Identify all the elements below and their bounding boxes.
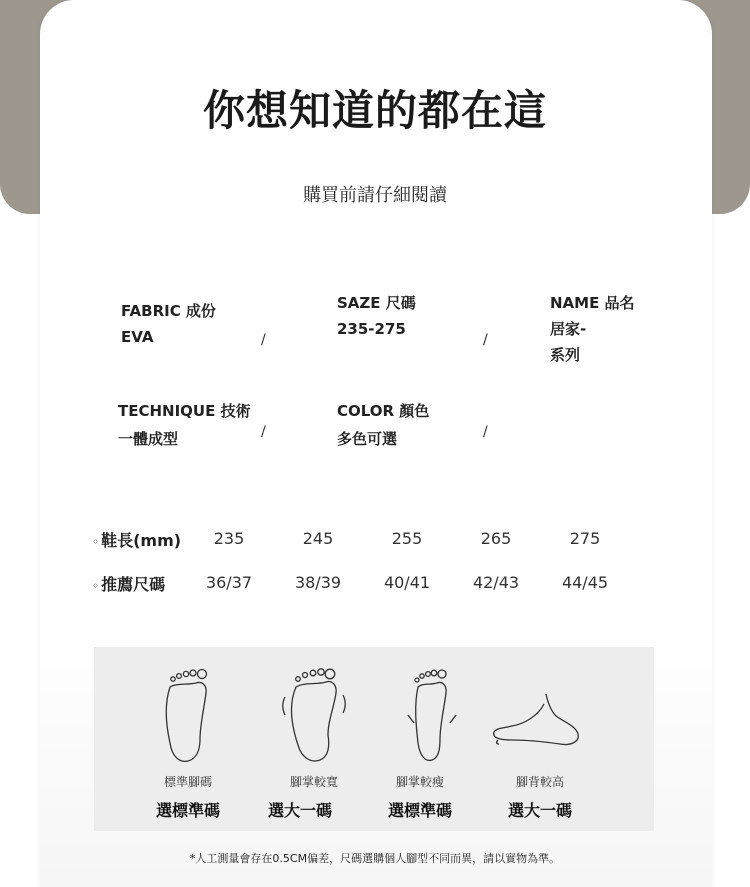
spec-separator: / <box>483 424 488 440</box>
page-title: 你想知道的都在這 <box>202 86 547 135</box>
shoe-length-value: 235 <box>213 529 245 548</box>
recommended-size-value: 40/41 <box>383 573 431 592</box>
bullet: ◦ <box>92 535 100 549</box>
shoe-length-value: 265 <box>480 529 512 548</box>
shoe-length-value: 255 <box>391 529 423 548</box>
foot-type-recommendation: 選大一碼 <box>507 801 572 820</box>
foot-type-recommendation: 選標準碼 <box>155 801 220 820</box>
spec-size-value: 235-275 <box>337 320 406 338</box>
foot-type-recommendation: 選大一碼 <box>267 801 332 820</box>
spec-technique-value: 一體成型 <box>118 430 179 448</box>
standard-foot-icon <box>158 665 214 765</box>
shoe-length-value: 245 <box>302 529 334 548</box>
recommended-size-value: 38/39 <box>294 573 342 592</box>
spec-separator: / <box>261 332 266 348</box>
recommended-size-value: 44/45 <box>561 573 609 592</box>
recommend-size-label <box>92 572 165 595</box>
wide-foot-icon <box>282 665 346 765</box>
foot-type-label: 腳背較高 <box>515 775 564 789</box>
spec-size-key: SAZE 尺碼 <box>337 294 416 312</box>
foot-type-label: 腳掌較寬 <box>289 775 338 789</box>
spec-technique-key: TECHNIQUE 技術 <box>118 402 251 420</box>
narrow-foot-icon <box>404 665 460 765</box>
spec-name-value-line2: 系列 <box>550 346 581 364</box>
foot-type-label: 標準腳碼 <box>163 775 212 789</box>
footnote: *人工測量會存在0.5CM偏差，尺碼選購個人腳型不同而異，請以實物為準。 <box>189 852 561 865</box>
spec-color-value: 多色可選 <box>337 430 398 448</box>
spec-name-key: NAME 品名 <box>550 294 635 312</box>
spec-color <box>337 398 429 452</box>
spec-color-key: COLOR 顏色 <box>337 402 430 420</box>
foot-type-label: 腳掌較瘦 <box>395 775 444 789</box>
spec-separator: / <box>483 332 488 348</box>
spec-name-value-line1: 居家- <box>550 320 587 338</box>
spec-fabric-value: EVA <box>121 328 154 346</box>
bullet: ◦ <box>92 579 100 593</box>
shoe-length-value: 275 <box>569 529 601 548</box>
shoe-length-label <box>92 528 181 551</box>
foot-type-recommendation: 選標準碼 <box>387 801 452 820</box>
spec-fabric-key: FABRIC 成份 <box>121 302 216 320</box>
shoe-length-label-text: 鞋長(mm) <box>101 531 182 550</box>
recommended-size-value: 36/37 <box>205 573 253 592</box>
spec-name <box>550 290 635 368</box>
spec-separator: / <box>261 424 266 440</box>
spec-size <box>337 290 416 342</box>
recommended-size-value: 42/43 <box>472 573 520 592</box>
spec-technique <box>118 398 251 452</box>
page-subtitle: 購買前請仔細閱讀 <box>303 185 447 206</box>
recommend-size-label-text: 推薦尺碼 <box>101 575 166 594</box>
spec-fabric <box>121 298 216 350</box>
high-instep-foot-icon <box>490 690 582 750</box>
